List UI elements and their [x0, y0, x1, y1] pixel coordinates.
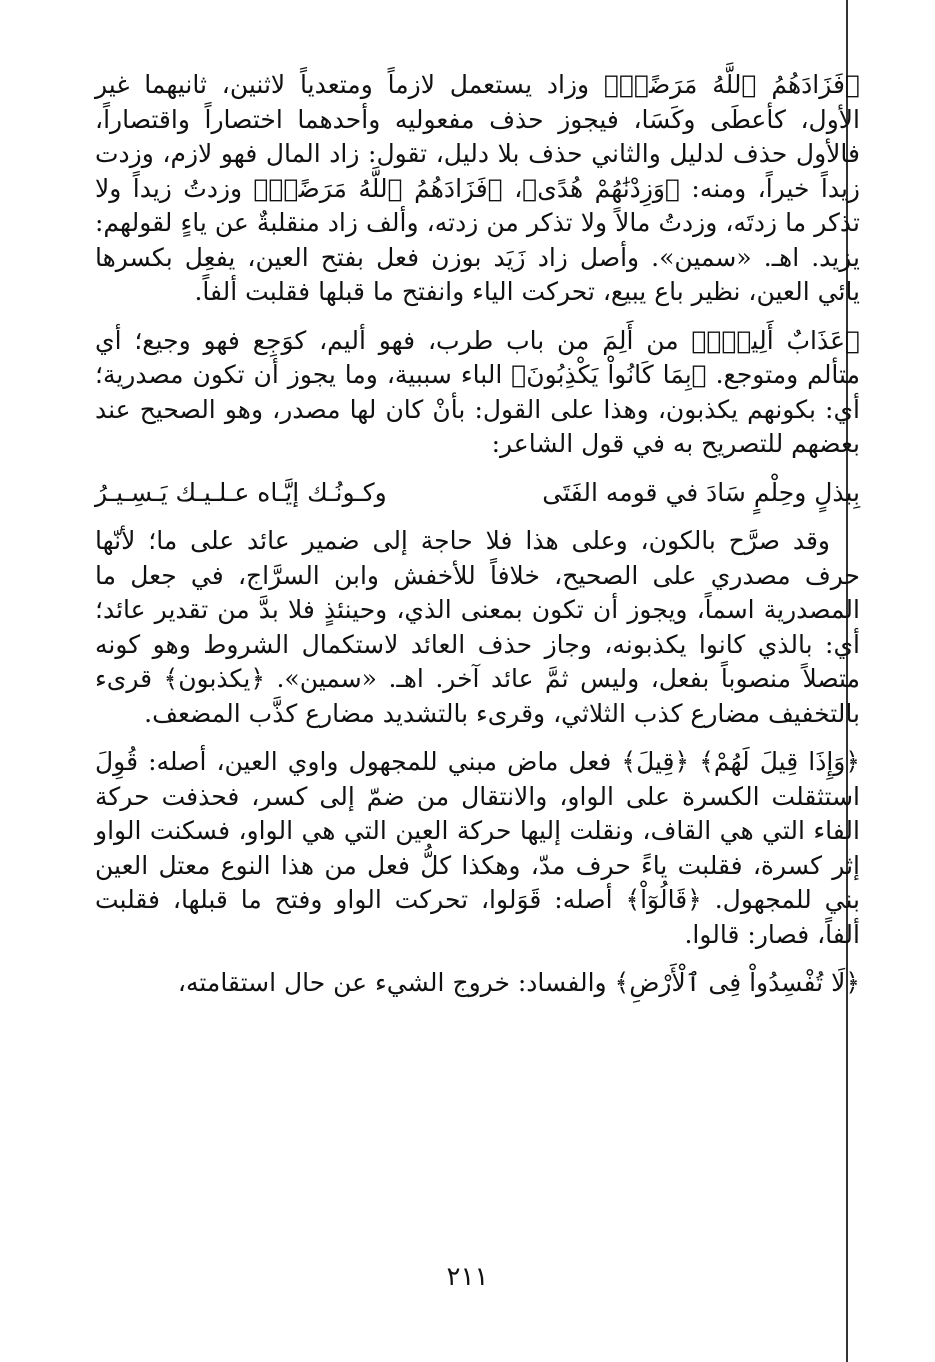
- poetry-verse: [95, 476, 860, 511]
- paragraph-kawn: وقد صرَّح بالكون، وعلى هذا فلا حاجة إلى ضمير عائد على ما؛ لأنّها حرف مصدري على الصحيح، خلافاً للأخفش وابن السرَّاج، في جعل ما المصدرية اسماً، ويجوز أن تكون بمعنى الذي، وحينئذٍ فلا بدَّ من تقدير عائد؛ أي: بالذي كانوا يكذبونه، وجاز حذف العائد لاستكمال الشروط وهو كونه متصلاً منصوباً بفعل، وليس ثمَّ عائد آخر. اهـ. «سمين». ﴿يكذبون﴾ قرىء بالتخفيف مضارع كذب الثلاثي، وقرىء بالتشديد مضارع كذَّب المضعف.: [95, 526, 860, 728]
- paragraph-adhab-alim: ﴿عَذَابٌ أَلِيمُۢ﴾ من أَلِمَ من باب طرب، فهو أليم، كوَجِع فهو وجيع؛ أي متألم ومتوجع. ﴿بِمَا كَانُواْ يَكْذِبُونَ﴾ الباء سببية، وما يجوز أن تكون مصدرية؛ أي: بكونهم يكذبون، وهذا على القول: بأنْ كان لها مصدر، وهو الصحيح عند بعضهم للتصريح به في قول الشاعر:: [95, 325, 860, 458]
- paragraph-qila: ﴿وَإِذَا قِيلَ لَهُمْ﴾ ﴿قِيلَ﴾ فعل ماض مبني للمجهول واوي العين، أصله: قُوِلَ استثقلت الكسرة على الواو، والانتقال من ضمّ إلى كسر، فحذفت حركة الفاء التي هي القاف، ونقلت إليها حركة العين التي هي الواو، فسكنت الواو إثر كسرة، فقلبت ياءً حرف مدّ، وهكذا كلُّ فعل من هذا النوع معتل العين بني للمجهول. ﴿قَالُوٓاْ﴾ أصله: قَوَلوا، تحركت الواو وفتح ما قبلها، فقلبت ألفاً، فصار: قالوا.: [95, 747, 860, 949]
- poetry-second-hemistich: وكـونُـك إيَّـاه عـلـيـك يَـسِـيـرُ: [95, 477, 387, 507]
- page-number: ٢١١: [446, 1262, 489, 1292]
- paragraph-la-tufsidu: ﴿لَا تُفْسِدُواْ فِى ٱلْأَرْضِ﴾ والفساد: خروج الشيء عن حال استقامته،: [177, 968, 860, 997]
- poetry-first-hemistich: بِبذلٍ وحِلْمٍ سَادَ في قومه الفَتَى: [542, 477, 860, 507]
- paragraph-zada: ﴿فَزَادَهُمُ ٱللَّهُ مَرَضًاۖ﴾ وزاد يستعمل لازماً ومتعدياً لاثنين، ثانيهما غير الأول، كأعطَى وكَسَا، فيجوز حذف مفعوليه وأحدهما اختصاراً واقتصاراً، فالأول حذف لدليل والثاني حذف بلا دليل، تقول: زاد المال فهو لازم، وزدت زيداً خيراً، ومنه: ﴿وَزِدْنَٰهُمْ هُدًى﴾، ﴿فَزَادَهُمُ ٱللَّهُ مَرَضًاۖ﴾ وزدتُ زيداً ولا تذكر ما زدتَه، وزدتُ مالاً ولا تذكر من زدته، وألف زاد منقلبةٌ عن ياءٍ لقولهم: يزيد. اهـ. «سمين». وأصل زاد زَيَد بوزن فعل بفتح العين، يفعِل بكسرها يائي العين، نظير باع يبيع، تحركت الياء وانفتح ما قبلها فقلبت ألفاً.: [95, 70, 860, 306]
- page-body: [95, 68, 860, 1015]
